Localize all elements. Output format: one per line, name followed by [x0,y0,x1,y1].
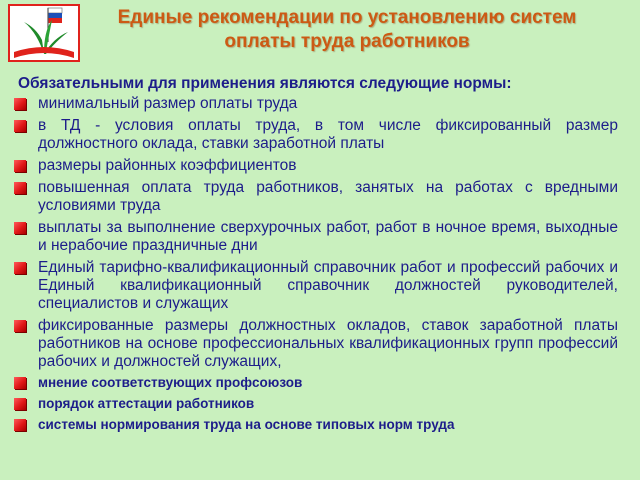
list-item-text: выплаты за выполнение сверхурочных работ, работ в ночное время, выходные и нерабочие праздничные дни [38,219,618,254]
red-square-bullet-icon [14,120,26,132]
red-square-bullet-icon [14,98,26,110]
lead-text: Обязательными для применения являются следующие нормы: [18,75,512,92]
red-square-bullet-icon [14,377,26,389]
red-square-bullet-icon [14,182,26,194]
list-item-text: фиксированные размеры должностных окладов, ставок заработной платы работников на основе профессиональных квалификационных групп профессий рабочих и должностей служащих, [38,317,618,370]
list-item [14,317,618,371]
list-item-text: в ТД - условия оплаты труда, в том числе фиксированный размер должностного оклада, ставки заработной платы [38,117,618,152]
list-item [14,417,618,433]
red-square-bullet-icon [14,320,26,332]
red-square-bullet-icon [14,160,26,172]
red-square-bullet-icon [14,262,26,274]
list-item-text: минимальный размер оплаты труда [38,95,298,112]
red-square-bullet-icon [14,419,26,431]
list-item-text: порядок аттестации работников [38,396,255,411]
norms-list [14,95,618,438]
list-item [14,95,618,113]
union-logo-icon [6,2,82,64]
title-line-1: Единые рекомендации по установлению систем [117,7,577,28]
list-item [14,219,618,255]
red-square-bullet-icon [14,398,26,410]
list-item-text: Единый тарифно-квалификационный справочник работ и профессий рабочих и Единый квалификационный справочник должностей руководителей, специалистов и служащих [38,259,618,312]
list-item [14,396,618,412]
title-line-2: оплаты труда работников [224,31,470,52]
list-item-text: системы нормирования труда на основе типовых норм труда [38,417,455,432]
list-item-text: размеры районных коэффициентов [38,157,297,174]
list-item [14,375,618,391]
list-item-text: мнение соответствующих профсоюзов [38,375,303,390]
list-item [14,259,618,313]
slide-title [92,6,602,54]
list-item [14,157,618,175]
list-item [14,179,618,215]
list-item-text: повышенная оплата труда работников, занятых на работах с вредными условиями труда [38,179,618,214]
list-item [14,117,618,153]
red-square-bullet-icon [14,222,26,234]
